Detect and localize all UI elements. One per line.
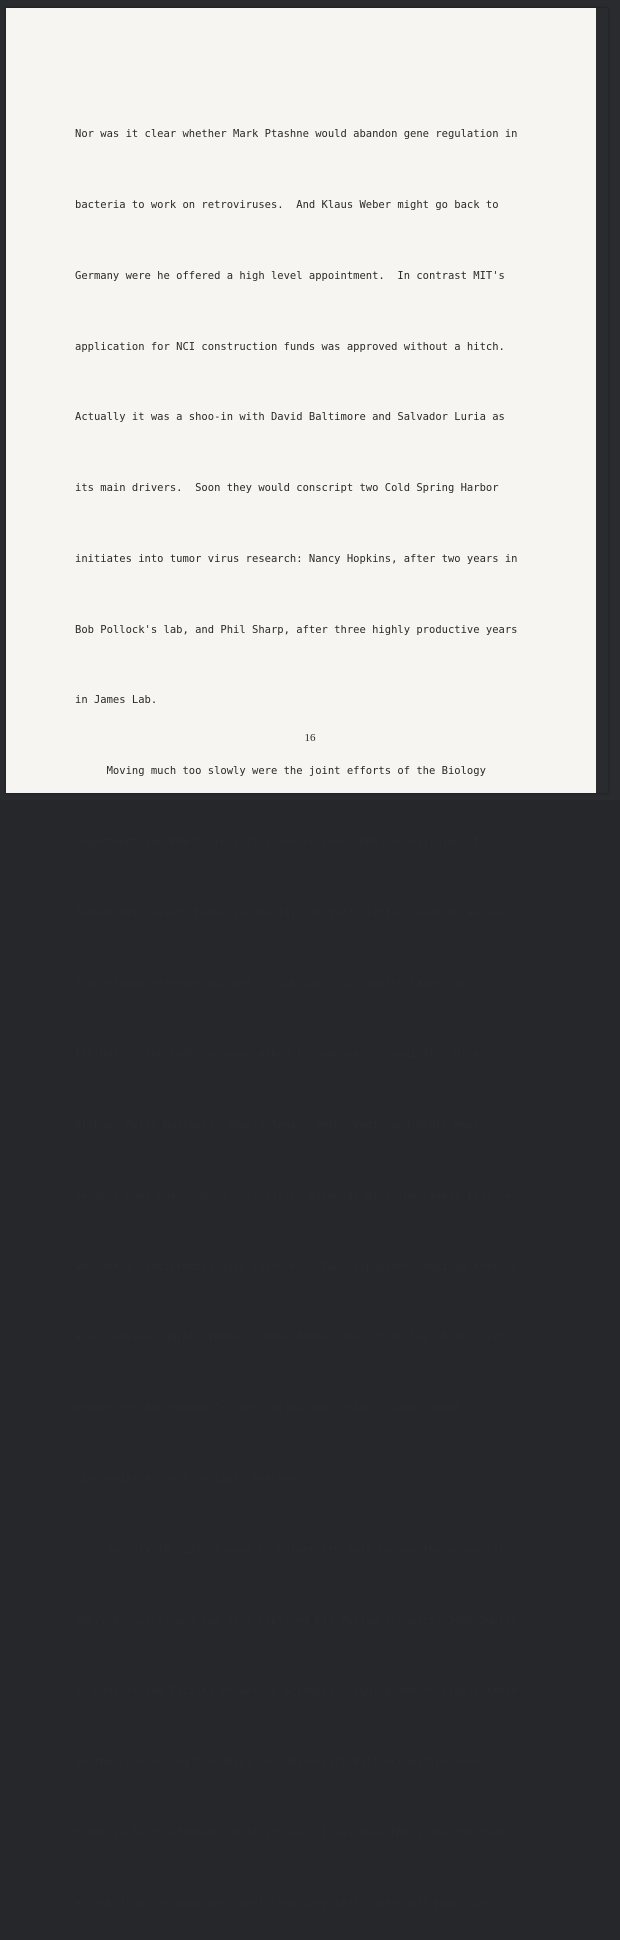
text-line: initiates into tumor virus research: Nancy Hopkins, after two years in bbox=[75, 552, 518, 565]
page-edge bbox=[596, 8, 608, 793]
text-line: On July 10, 1973 I went to University Hall to see the economist bbox=[75, 1543, 505, 1556]
body-text bbox=[75, 76, 585, 1940]
text-line: Moving much too slowly were the joint efforts of the Biology bbox=[75, 765, 486, 778]
text-line: as Dean of the Faculty of Arts & Sciences. Dunlop had hurriedly taken bbox=[75, 1685, 518, 1698]
text-line: February. The referees were asked to compare as candidates Mike bbox=[75, 1048, 480, 1061]
text-line: Actually it was a shoo-in with David Baltimore and Salvador Luria as bbox=[75, 411, 505, 424]
text-line: Germany were he offered a high level appointment. In contrast MIT's bbox=[75, 269, 505, 282]
text-line: Bob Pollock's lab, and Phil Sharp, after three highly productive years bbox=[75, 623, 518, 636]
text-line: Franklin Ford suffered a mild stroke. I was then BMB's new chairman, bbox=[75, 1826, 512, 1839]
text-line: was not a consistently good lecturer. Two respondents advised that we bbox=[75, 1260, 518, 1273]
text-line: from eleven referees did not go out until six months later, in bbox=[75, 977, 467, 990]
text-line: Department and BMB to recruit a tenure level RNA retrovirologist. bbox=[75, 836, 486, 848]
text-line: a task I was to have only until February 1975, when Matt Meselson bbox=[75, 1897, 486, 1910]
text-line: Temin's name was high on most lists, although with the caveat that he bbox=[75, 1189, 512, 1202]
page-number: 16 bbox=[304, 732, 316, 744]
text-line: Henry Rosovsky, who had just replaced his fellow economist John Dunlop bbox=[75, 1614, 518, 1627]
text-line: its main drivers. Soon they would conscript two Cold Spring Harbor bbox=[75, 482, 499, 495]
text-line: except for Bob Huebner's, who called him a highly intelligent bbox=[75, 1402, 461, 1415]
text-line: biochemist as well as lucid teacher. bbox=[75, 1473, 303, 1486]
text-line: Bishop, Peter Duesberg, Howard Temin, Peter Vogt, and Robin Weiss. bbox=[75, 1119, 493, 1132]
text-line: also consider Harold Varmus. Mike Bishop was not on top of any list bbox=[75, 1331, 505, 1344]
text-line: application for NCI construction funds was approved without a hitch. bbox=[75, 340, 505, 353]
text-line: bacteria to work on retroviruses. And Klaus Weber might go back to bbox=[75, 198, 499, 211]
text-line: Nor was it clear whether Mark Ptashne would abandon gene regulation in bbox=[75, 128, 518, 141]
text-line: in James Lab. bbox=[75, 694, 158, 707]
text-line: on the role during the April '69 University Hall occupation when bbox=[75, 1756, 480, 1769]
text-line: Though discussions began in the fall of 1972, letters seeking advice bbox=[75, 906, 505, 919]
